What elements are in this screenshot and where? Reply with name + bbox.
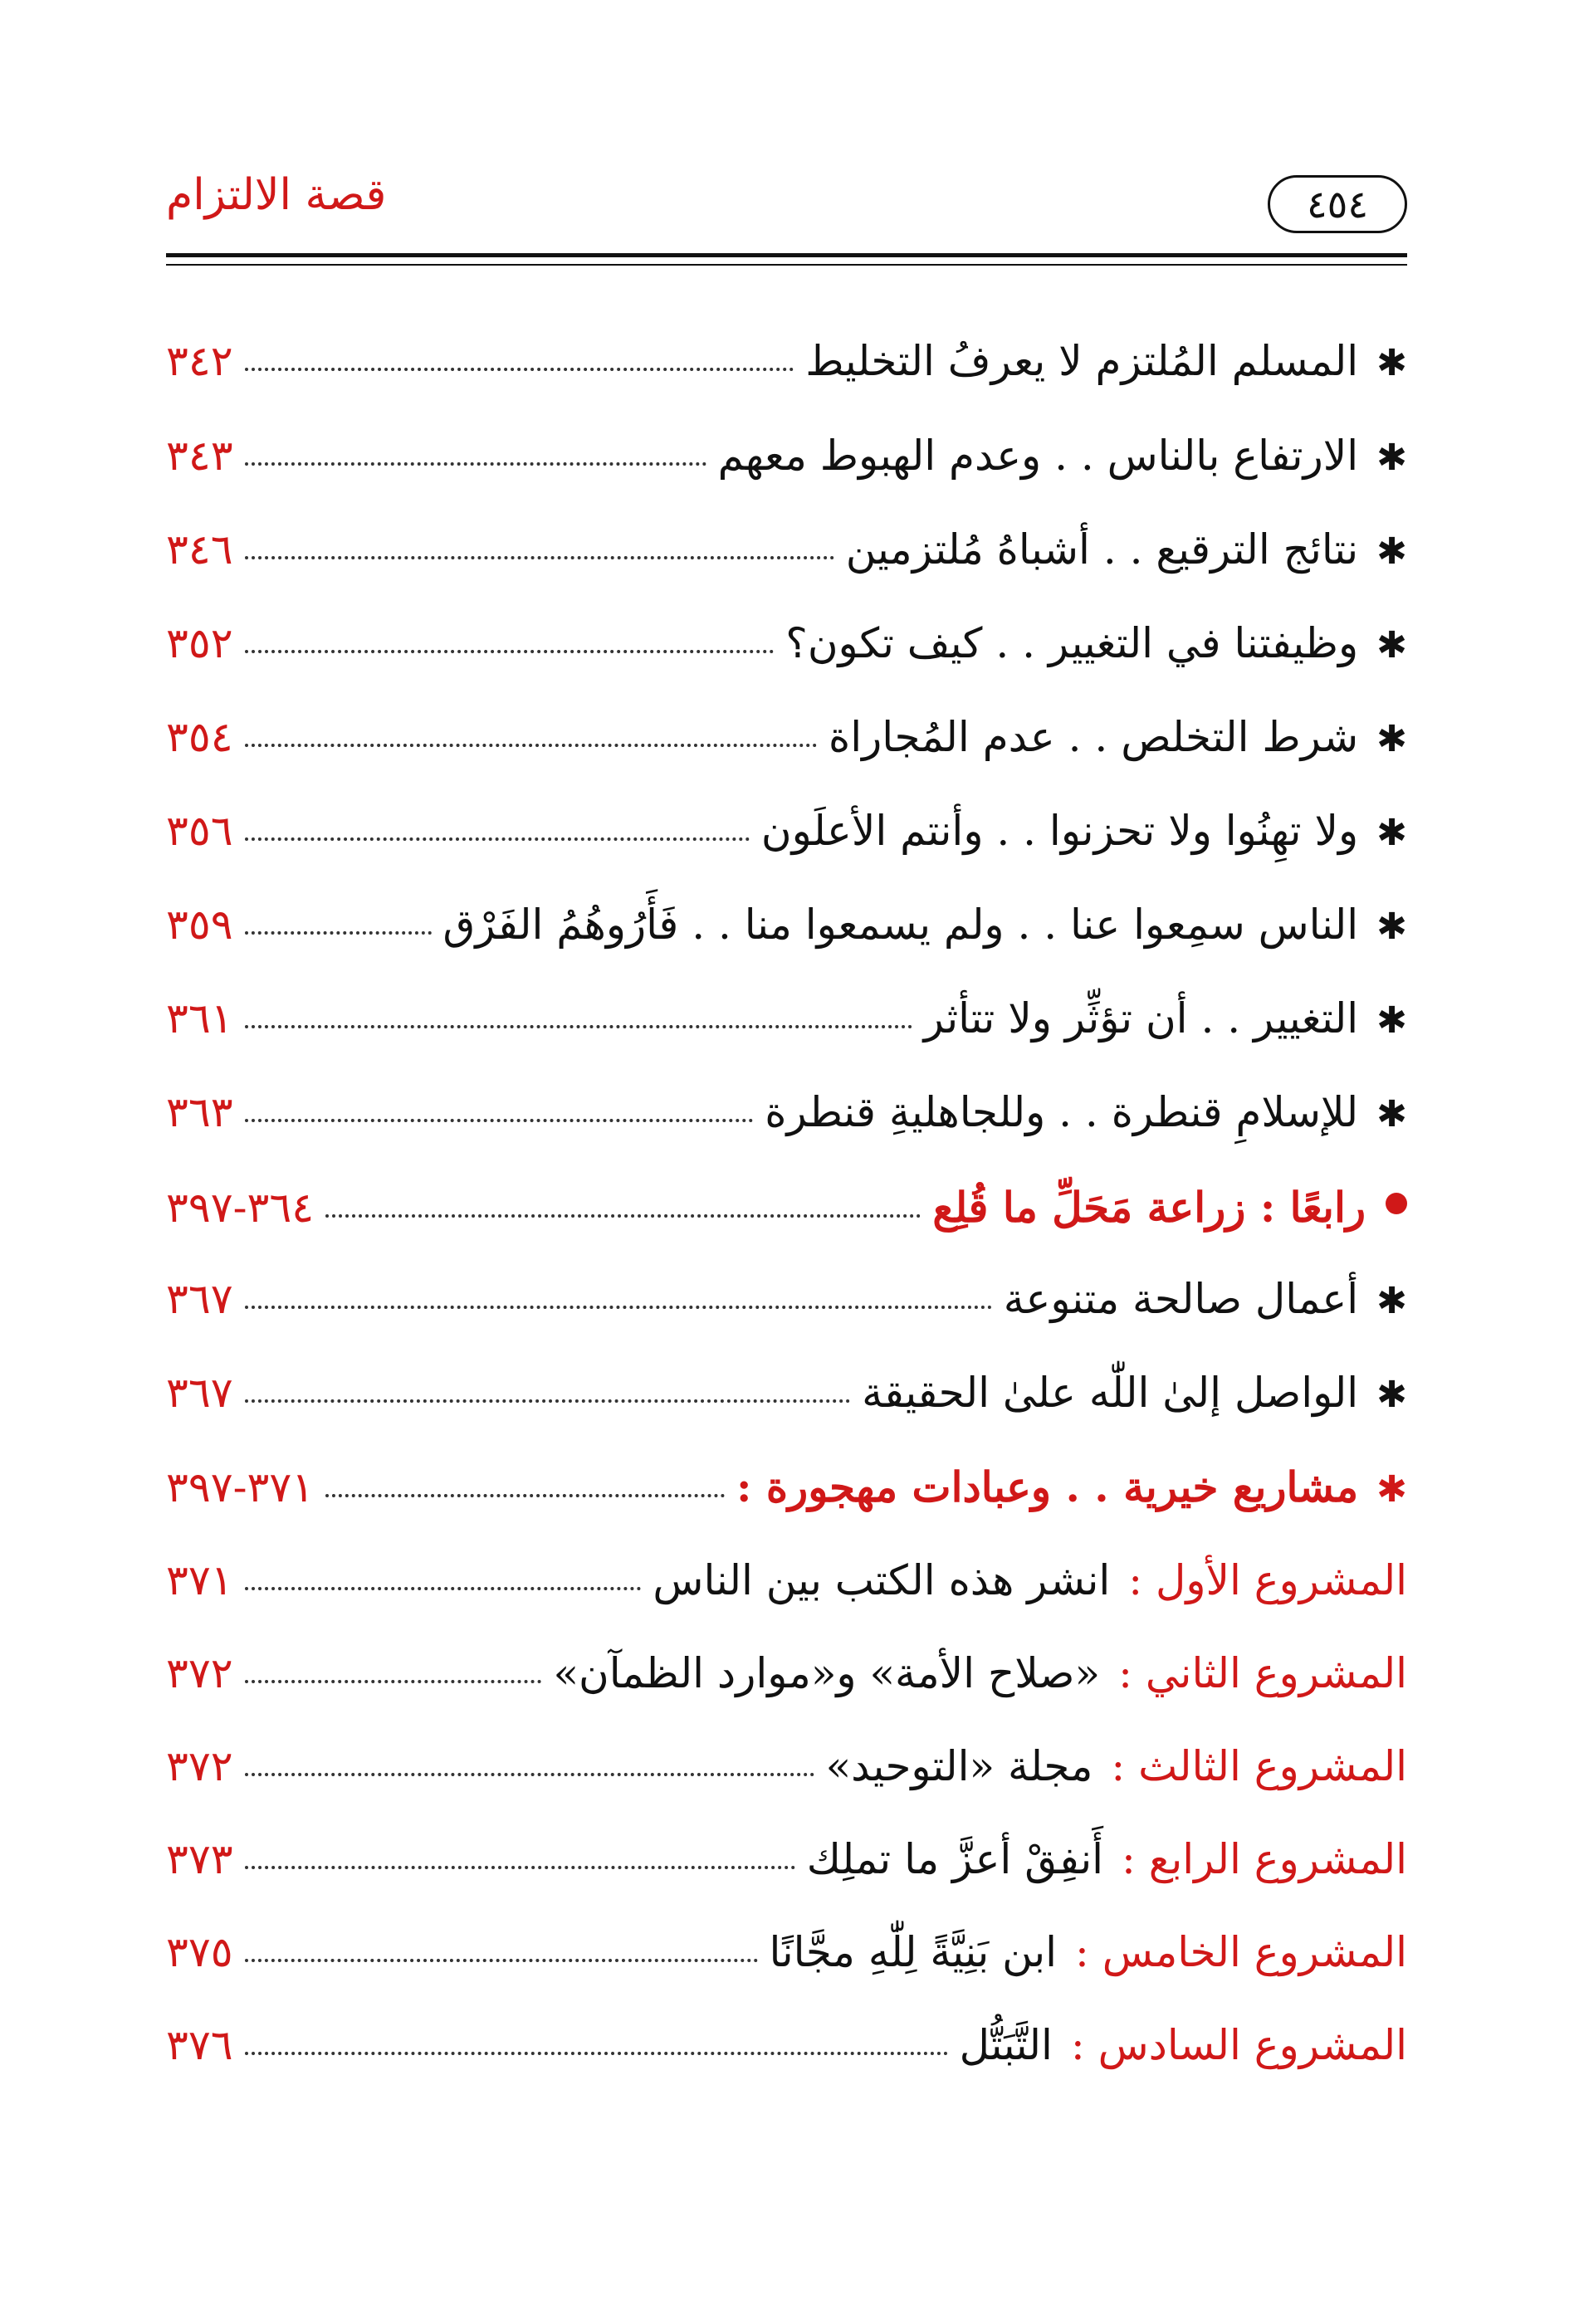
toc-entry-page: ٣٥٢ [166,619,233,667]
dot-leader [245,931,432,935]
book-title: قصة الالتزام [166,170,387,220]
projects-page-range: ٣٧١-٣٩٧ [166,1463,315,1511]
toc-entry-label: شرط التخلص . . عدم المُجاراة [829,713,1359,761]
toc-entry[interactable] [166,1241,1407,1324]
project-prefix: المشروع الرابع : [1122,1835,1407,1883]
toc-entry-label: أعمال صالحة متنوعة [1003,1275,1359,1323]
dot-leader [245,1866,795,1869]
dot-leader [245,368,794,371]
dot-leader [245,2052,948,2055]
project-page: ٣٧٢ [166,1742,233,1790]
project-label: انشر هذه الكتب بين الناس [653,1556,1111,1604]
asterisk-bullet-icon: ✱ [1376,999,1407,1042]
toc-project-entry[interactable] [166,1615,1407,1698]
asterisk-bullet-icon: ✱ [1376,718,1407,761]
toc-entry-page: ٣٥٦ [166,807,233,855]
toc-entry-label: التغيير . . أن تؤثِّر ولا تتأثر [923,994,1359,1042]
project-label: «صلاح الأمة» و«موارد الظمآن» [553,1649,1101,1697]
toc-entry[interactable] [166,867,1407,950]
toc-entry[interactable] [166,491,1407,574]
toc-entry-page: ٣٦١ [166,994,233,1042]
toc-project-entry[interactable] [166,1708,1407,1791]
project-label: ابن بَنِيَّةً لِلّٰهِ مجَّانًا [769,1928,1057,1976]
toc-entry-label: نتائج الترقيع . . أشباهُ مُلتزمين [845,525,1359,574]
asterisk-bullet-icon: ✱ [1376,1374,1407,1417]
section-page-range: ٣٦٤-٣٩٧ [166,1184,315,1232]
section-heading-label: رابعًا : زراعة مَحَلِّ ما قُلِع [932,1183,1366,1232]
toc-project-entry[interactable] [166,1894,1407,1977]
project-page: ٣٧٥ [166,1928,233,1976]
table-of-contents [166,0,1407,2324]
asterisk-bullet-icon: ✱ [1376,906,1407,949]
dot-leader [245,650,775,653]
toc-entry-label: الناس سمِعوا عنا . . ولم يسمعوا منا . . فَأَرُوهُمُ الفَرْق [442,901,1359,949]
dot-leader [245,1959,758,1962]
dot-leader [245,462,706,466]
toc-entry-page: ٣٤٣ [166,432,233,480]
dot-leader [245,1587,642,1590]
project-page: ٣٧١ [166,1556,233,1604]
dot-leader [325,1494,725,1497]
toc-entry-label: للإسلامِ قنطرة . . وللجاهليةِ قنطرة [765,1088,1359,1136]
toc-section-heading[interactable] [166,1150,1407,1233]
dot-leader [245,744,817,747]
toc-entry-page: ٣٦٧ [166,1369,233,1417]
asterisk-bullet-icon: ✱ [1376,530,1407,574]
asterisk-bullet-icon: ✱ [1376,1280,1407,1323]
project-page: ٣٧٢ [166,1649,233,1697]
page-number: ٤٥٤ [1268,175,1407,233]
project-label: أَنفِقْ أعزَّ ما تملِك [806,1835,1104,1883]
toc-entry-page: ٣٤٦ [166,525,233,574]
toc-entry[interactable] [166,960,1407,1043]
toc-entry[interactable] [166,303,1407,386]
toc-entry-label: الارتفاع بالناس . . وعدم الهبوط معهم [717,432,1359,480]
project-prefix: المشروع الخامس : [1075,1928,1407,1976]
toc-projects-heading[interactable] [166,1429,1407,1512]
toc-entry[interactable] [166,679,1407,762]
project-page: ٣٧٦ [166,2021,233,2069]
dot-leader [245,1399,851,1403]
dot-leader [245,1025,912,1028]
asterisk-bullet-icon: ✱ [1376,1468,1407,1511]
project-prefix: المشروع الثالث : [1111,1742,1407,1790]
project-page: ٣٧٣ [166,1835,233,1883]
project-prefix: المشروع الأول : [1128,1556,1407,1604]
toc-entry-label: ولا تهِنُوا ولا تحزنوا . . وأنتم الأعلَون [760,807,1359,855]
toc-project-entry[interactable] [166,1522,1407,1605]
toc-project-entry[interactable] [166,1801,1407,1884]
asterisk-bullet-icon: ✱ [1376,1093,1407,1136]
toc-entry-page: ٣٦٧ [166,1275,233,1323]
dot-leader [245,1119,754,1122]
dot-leader [245,1306,992,1309]
dot-leader [245,556,834,559]
toc-entry-label: الواصل إلىٰ اللّٰه علىٰ الحقيقة [862,1369,1359,1417]
project-label: التَّبَتُّل [959,2021,1053,2069]
toc-entry[interactable] [166,1335,1407,1418]
toc-entry[interactable] [166,773,1407,856]
asterisk-bullet-icon: ✱ [1376,812,1407,855]
toc-entry[interactable] [166,1054,1407,1137]
project-label: مجلة «التوحيد» [825,1742,1093,1790]
asterisk-bullet-icon: ✱ [1376,437,1407,480]
toc-entry[interactable] [166,585,1407,668]
project-prefix: المشروع السادس : [1070,2021,1407,2069]
dot-leader [245,837,750,841]
project-prefix: المشروع الثاني : [1118,1649,1407,1697]
toc-entry-page: ٣٤٢ [166,337,233,385]
dot-leader [245,1680,542,1683]
toc-entry[interactable] [166,398,1407,481]
toc-project-entry[interactable] [166,1987,1407,2070]
toc-entry-page: ٣٥٩ [166,901,233,949]
dot-leader [325,1214,921,1218]
red-dot-bullet-icon [1386,1193,1407,1214]
toc-entry-page: ٣٥٤ [166,713,233,761]
dot-leader [245,1773,814,1776]
asterisk-bullet-icon: ✱ [1376,342,1407,385]
toc-entry-label: وظيفتنا في التغيير . . كيف تكون؟ [785,619,1359,667]
toc-entry-label: المسلم المُلتزم لا يعرفُ التخليط [805,337,1359,385]
projects-heading-label: مشاريع خيرية . . وعبادات مهجورة : [736,1462,1359,1511]
asterisk-bullet-icon: ✱ [1376,624,1407,667]
toc-entry-page: ٣٦٣ [166,1088,233,1136]
